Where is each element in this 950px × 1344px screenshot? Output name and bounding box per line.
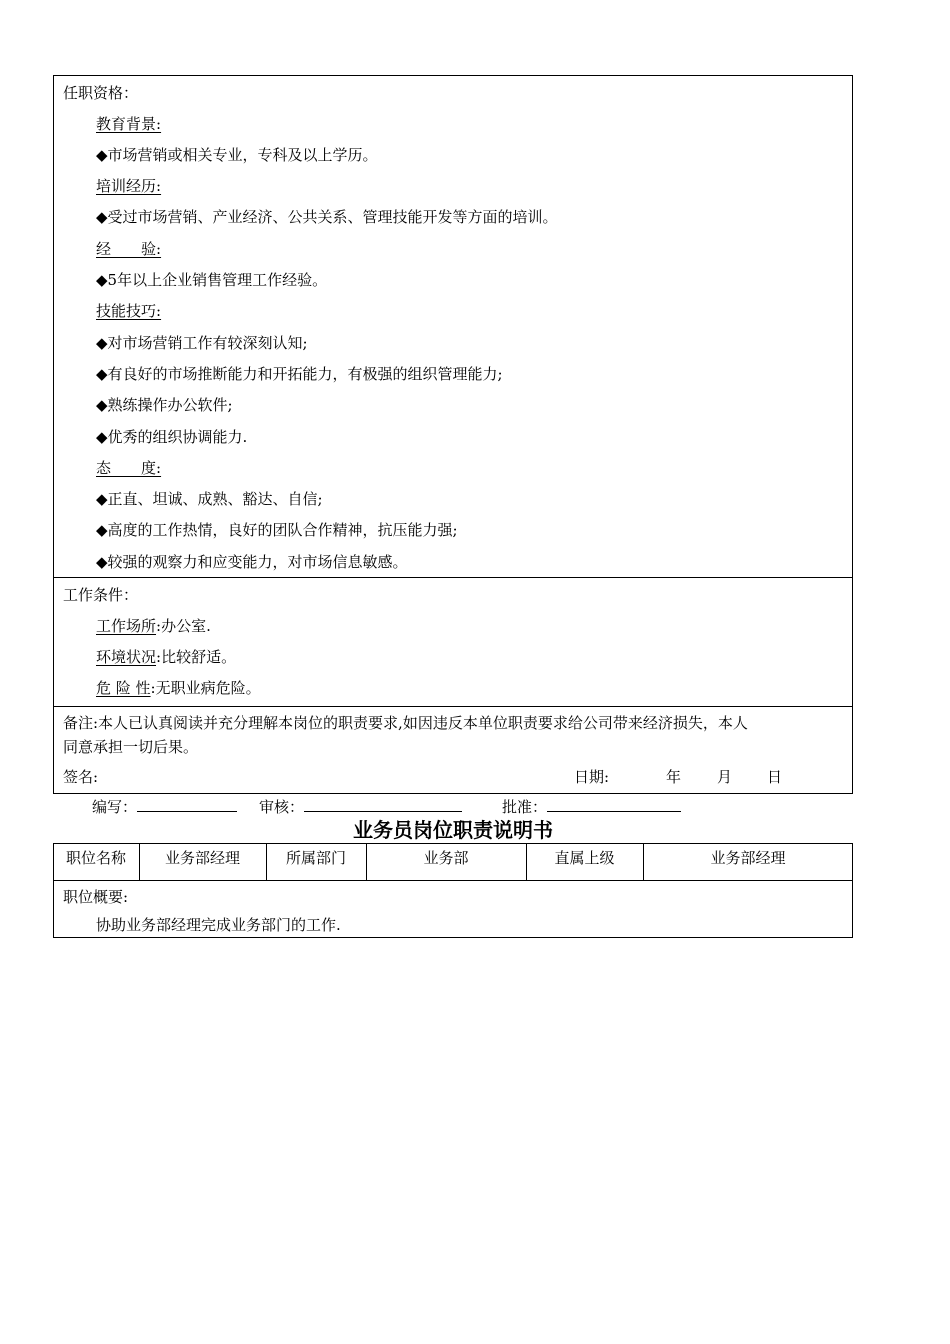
skills-item: ◆对市场营销工作有较深刻认知; — [96, 334, 308, 352]
reviewer-label: 审核： — [259, 798, 305, 816]
position-summary-text: 协助业务部经理完成业务部门的工作. — [96, 916, 341, 934]
document-title: 业务员岗位职责说明书 — [353, 818, 553, 842]
position-name-value: 业务部经理 — [164, 849, 240, 867]
risk-label: 危 险 性 — [96, 679, 151, 697]
work-place-label: 工作场所 — [96, 617, 157, 635]
reviewer-blank[interactable] — [304, 797, 462, 812]
attitude-item: ◆高度的工作热情，良好的团队合作精神，抗压能力强; — [96, 521, 458, 539]
department-label: 所属部门 — [285, 849, 346, 867]
writer-blank[interactable] — [137, 797, 237, 812]
work-conditions-header: 工作条件： — [63, 586, 139, 604]
training-item: ◆受过市场营销、产业经济、公共关系、管理技能开发等方面的培训。 — [96, 208, 558, 226]
environment-row — [96, 648, 236, 666]
table-row-divider — [53, 880, 853, 881]
position-name-label: 职位名称 — [65, 849, 126, 867]
supervisor-value: 业务部经理 — [710, 849, 786, 867]
work-place-value: :办公室. — [156, 617, 211, 635]
environment-value: :比较舒适。 — [156, 648, 237, 666]
training-label: 培训经历: — [96, 177, 162, 195]
education-label: 教育背景: — [96, 115, 162, 133]
skills-item: ◆优秀的组织协调能力. — [96, 428, 248, 446]
attitude-label: 态 度: — [96, 459, 162, 477]
reviewer-field — [259, 797, 462, 816]
skills-label: 技能技巧: — [96, 302, 162, 320]
department-value: 业务部 — [423, 849, 469, 867]
date-label: 日期: — [574, 768, 610, 786]
qualifications-header: 任职资格： — [63, 84, 139, 102]
environment-label: 环境状况 — [96, 648, 157, 666]
day-label: 日 — [767, 768, 783, 786]
risk-value: :无职业病危险。 — [150, 679, 261, 697]
approver-label: 批准： — [502, 798, 548, 816]
signature-label: 签名: — [63, 768, 99, 786]
supervisor-label: 直属上级 — [554, 849, 615, 867]
writer-label: 编写： — [92, 798, 138, 816]
month-label: 月 — [717, 768, 733, 786]
remarks-line-1: 备注:本人已认真阅读并充分理解本岗位的职责要求,如因违反本单位职责要求给公司带来经济损失，本人 — [63, 714, 748, 732]
approver-blank[interactable] — [547, 797, 681, 812]
position-summary-label: 职位概要: — [63, 888, 129, 906]
writer-field — [92, 797, 237, 816]
year-label: 年 — [666, 768, 682, 786]
work-place-row — [96, 617, 211, 635]
approver-field — [502, 797, 681, 816]
risk-row — [96, 679, 261, 697]
experience-label: 经 验: — [96, 240, 162, 258]
experience-item: ◆5年以上企业销售管理工作经验。 — [96, 271, 328, 289]
skills-item: ◆熟练操作办公软件; — [96, 396, 233, 414]
attitude-item: ◆较强的观察力和应变能力，对市场信息敏感。 — [96, 553, 408, 571]
skills-item: ◆有良好的市场推断能力和开拓能力，有极强的组织管理能力; — [96, 365, 503, 383]
remarks-line-2: 同意承担一切后果。 — [63, 738, 199, 756]
attitude-item: ◆正直、坦诚、成熟、豁达、自信; — [96, 490, 323, 508]
education-item: ◆市场营销或相关专业，专科及以上学历。 — [96, 146, 378, 164]
